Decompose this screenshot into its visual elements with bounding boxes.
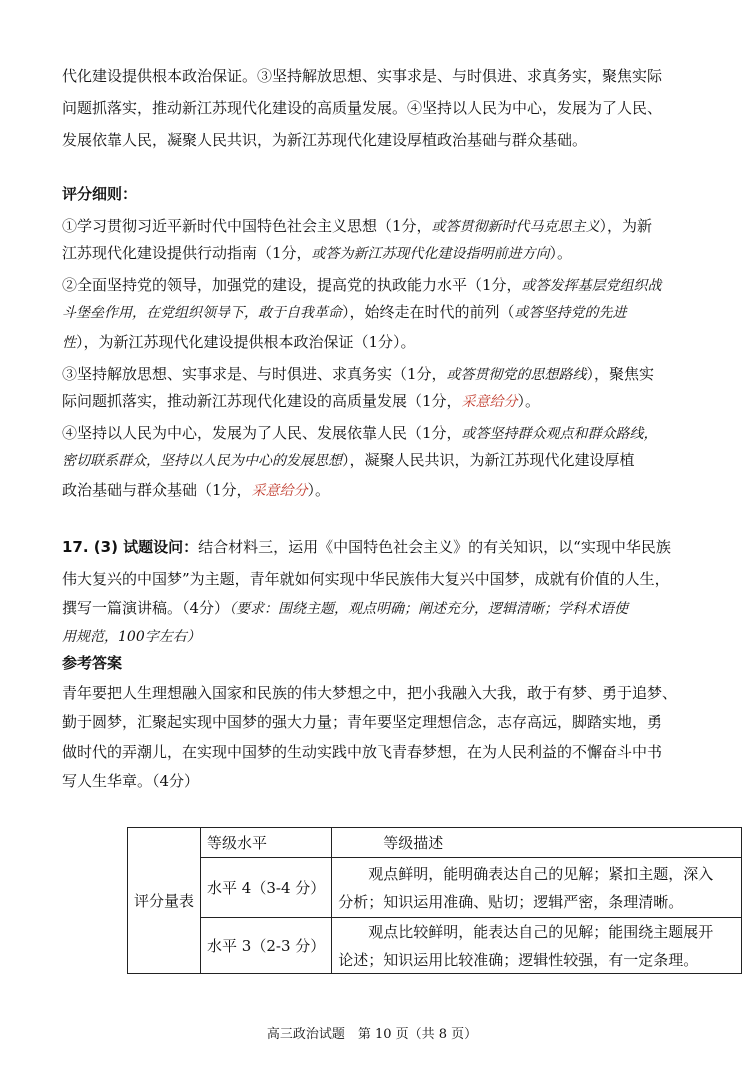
question-line-4 bbox=[62, 626, 201, 647]
scoring-text: ）。 bbox=[307, 481, 331, 499]
scoring-text: ①学习贯彻习近平新时代中国特色社会主义思想（1分， bbox=[62, 217, 432, 235]
scoring-item-3-line-1 bbox=[62, 364, 654, 385]
description-column-header bbox=[332, 828, 742, 858]
scoring-item-3-line-2 bbox=[62, 391, 540, 412]
question-requirements: （要求：围绕主题，观点明确；阐述充分，逻辑清晰；学科术语使 bbox=[229, 601, 629, 617]
question-label: 17. (3) 试题设问： bbox=[62, 538, 199, 556]
scoring-text: 际问题抓落实，推动新江苏现代化建设的高质量发展（1分， bbox=[62, 392, 462, 410]
grading-rubric-table bbox=[127, 827, 742, 974]
reference-answer-line-4: 写人生华章。（4分） bbox=[62, 772, 200, 790]
level-4-description bbox=[332, 858, 742, 918]
scoring-note: 或答坚持党的先进 bbox=[514, 305, 627, 321]
question-line-2: 伟大复兴的中国梦”为主题，青年就如何实现中华民族伟大复兴中国梦，成就有价值的人生， bbox=[62, 570, 670, 588]
scoring-note: 或答坚持群众观点和群众路线， bbox=[461, 426, 658, 442]
scoring-text: ④坚持以人民为中心，发展为了人民、发展依靠人民（1分， bbox=[62, 424, 462, 442]
table-header-row bbox=[128, 828, 742, 858]
scoring-text: ），始终走在时代的前列（ bbox=[342, 303, 515, 321]
level-4-description-line-1: 观点鲜明，能明确表达自己的见解；紧扣主题，深入 bbox=[338, 864, 714, 883]
question-line-1 bbox=[62, 537, 671, 557]
description-header-text: 等级描述 bbox=[383, 833, 444, 852]
scoring-text: 政治基础与群众基础（1分， bbox=[62, 481, 252, 499]
scoring-note: 或答贯彻党的思想路线 bbox=[446, 367, 587, 383]
partial-credit-note: 采意给分 bbox=[461, 394, 518, 410]
rubric-row-header: 评分量表 bbox=[128, 828, 201, 974]
table-row bbox=[128, 858, 742, 918]
level-3-description-line-1: 观点比较鲜明，能表达自己的见解；能围绕主题展开 bbox=[338, 922, 714, 941]
scoring-text: ），为新江苏现代化建设提供根本政治保证（1分）。 bbox=[76, 333, 416, 351]
scoring-note: 或答贯彻新时代马克思主义 bbox=[431, 219, 600, 235]
answer-line-2: 问题抓落实，推动新江苏现代化建设的高质量发展。④坚持以人民为中心，发展为了人民、 bbox=[62, 99, 663, 117]
level-3-label: 水平 3（2-3 分） bbox=[201, 918, 332, 974]
scoring-item-1-line-2 bbox=[62, 243, 572, 264]
scoring-text: ），为新 bbox=[599, 217, 653, 235]
page-footer: 高三政治试题 第 10 页（共 8 页） bbox=[266, 1027, 478, 1042]
scoring-text: ）。 bbox=[549, 244, 573, 262]
scoring-note: 或答为新江苏现代化建设指明前进方向 bbox=[311, 246, 550, 262]
scoring-item-4-line-3 bbox=[62, 480, 330, 501]
scoring-item-1-line-1 bbox=[62, 216, 652, 237]
level-4-label: 水平 4（3-4 分） bbox=[201, 858, 332, 918]
scoring-item-2-line-3 bbox=[62, 332, 416, 353]
reference-answer-line-1: 青年要把人生理想融入国家和民族的伟大梦想之中，把小我融入大我，敢于有梦、勇于追梦、 bbox=[62, 684, 678, 702]
question-line-3 bbox=[62, 598, 628, 619]
level-4-description-line-2: 分析；知识运用准确、贴切；逻辑严密，条理清晰。 bbox=[338, 892, 684, 911]
answer-line-3: 发展依靠人民，凝聚人民共识，为新江苏现代化建设厚植政治基础与群众基础。 bbox=[62, 131, 588, 149]
partial-credit-note: 采意给分 bbox=[251, 483, 308, 499]
scoring-item-2-line-2 bbox=[62, 302, 627, 323]
level-column-header: 等级水平 bbox=[201, 828, 332, 858]
question-text: 撰写一篇演讲稿。（4分） bbox=[62, 599, 230, 617]
scoring-text: ②全面坚持党的领导，加强党的建设，提高党的执政能力水平（1分， bbox=[62, 276, 522, 294]
level-3-description bbox=[332, 918, 742, 974]
reference-answer-heading: 参考答案 bbox=[62, 654, 123, 672]
reference-answer-line-2: 勤于圆梦，汇聚起实现中国梦的强大力量；青年要坚定理想信念，志存高远，脚踏实地，勇 bbox=[62, 713, 663, 731]
question-text: 结合材料三，运用《中国特色社会主义》的有关知识，以“实现中华民族 bbox=[198, 538, 671, 556]
scoring-item-2-line-1 bbox=[62, 275, 662, 296]
level-3-description-line-2: 论述；知识运用比较准确；逻辑性较强，有一定条理。 bbox=[338, 950, 699, 969]
scoring-text: ③坚持解放思想、实事求是、与时俱进、求真务实（1分， bbox=[62, 365, 447, 383]
scoring-text: ）。 bbox=[517, 392, 541, 410]
reference-answer-line-3: 做时代的弄潮儿，在实现中国梦的生动实践中放飞青春梦想，在为人民利益的不懈奋斗中书 bbox=[62, 743, 663, 761]
answer-line-1: 代化建设提供根本政治保证。③坚持解放思想、实事求是、与时俱进、求真务实，聚焦实际 bbox=[62, 67, 663, 85]
scoring-note: 性 bbox=[62, 335, 76, 351]
question-requirements: 用规范，100字左右） bbox=[62, 629, 201, 645]
table-row bbox=[128, 918, 742, 974]
scoring-text: ），凝聚人民共识，为新江苏现代化建设厚植 bbox=[342, 451, 635, 469]
scoring-text: ），聚焦实 bbox=[586, 365, 655, 383]
scoring-note: 或答发挥基层党组织战 bbox=[521, 278, 662, 294]
scoring-note: 密切联系群众，坚持以人民为中心的发展思想 bbox=[62, 453, 342, 469]
scoring-note: 斗堡垒作用，在党组织领导下，敢于自我革命 bbox=[62, 305, 342, 321]
scoring-details-heading: 评分细则： bbox=[62, 185, 138, 203]
scoring-item-4-line-1 bbox=[62, 423, 658, 444]
scoring-item-4-line-2 bbox=[62, 450, 635, 471]
scoring-text: 江苏现代化建设提供行动指南（1分， bbox=[62, 244, 312, 262]
